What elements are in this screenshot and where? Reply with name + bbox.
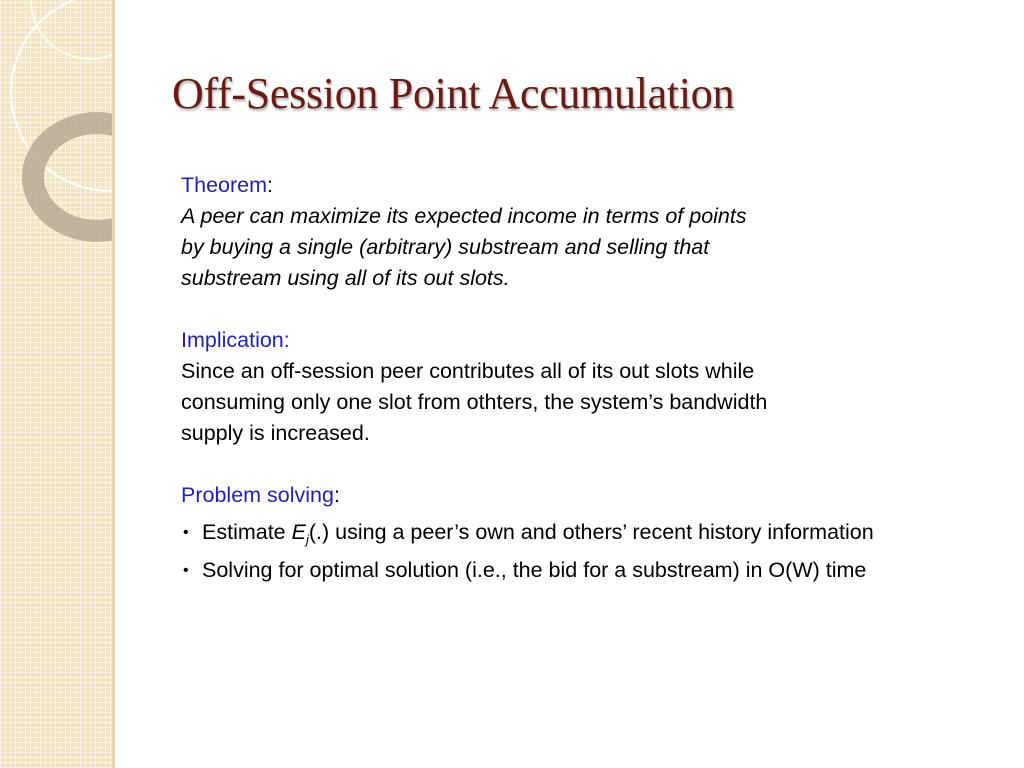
implication-line: Since an off-session peer contributes all of its out slots while [181, 359, 755, 383]
subscript: j [305, 532, 309, 547]
implication-line: supply is increased. [181, 421, 370, 445]
slide-body [181, 170, 901, 586]
problem-solving-colon: : [333, 483, 340, 507]
bullet-item: • Solving for optimal solution (i.e., the bid for a substream) in O(W) time [181, 555, 901, 586]
implication-line: consuming only one slot from othters, the system’s bandwidth [181, 390, 768, 414]
problem-solving-label: Problem solving [181, 483, 334, 507]
theorem-label: Theorem [181, 173, 268, 197]
band-edge [112, 0, 115, 768]
bullet-item [181, 517, 901, 555]
theorem-text [181, 201, 901, 294]
implication-heading: Implication: [181, 328, 290, 352]
decorative-side-band [0, 0, 112, 768]
theorem-colon: : [267, 173, 274, 197]
bullet-text: Estimate [202, 520, 292, 544]
problem-solving-heading [181, 480, 901, 511]
theorem-heading [181, 170, 901, 201]
bullet-text: (.) using a peer’s own and others’ recent history information [308, 520, 874, 544]
theorem-line: by buying a single (arbitrary) substream and selling that [181, 235, 710, 259]
expected-income-symbol: E [291, 520, 306, 544]
bullet-list [181, 517, 901, 586]
implication-text [181, 356, 901, 449]
theorem-line: substream using all of its out slots. [181, 266, 510, 290]
theorem-line: A peer can maximize its expected income in terms of points [181, 204, 747, 228]
slide-title: Off-Session Point Accumulation [172, 69, 735, 118]
